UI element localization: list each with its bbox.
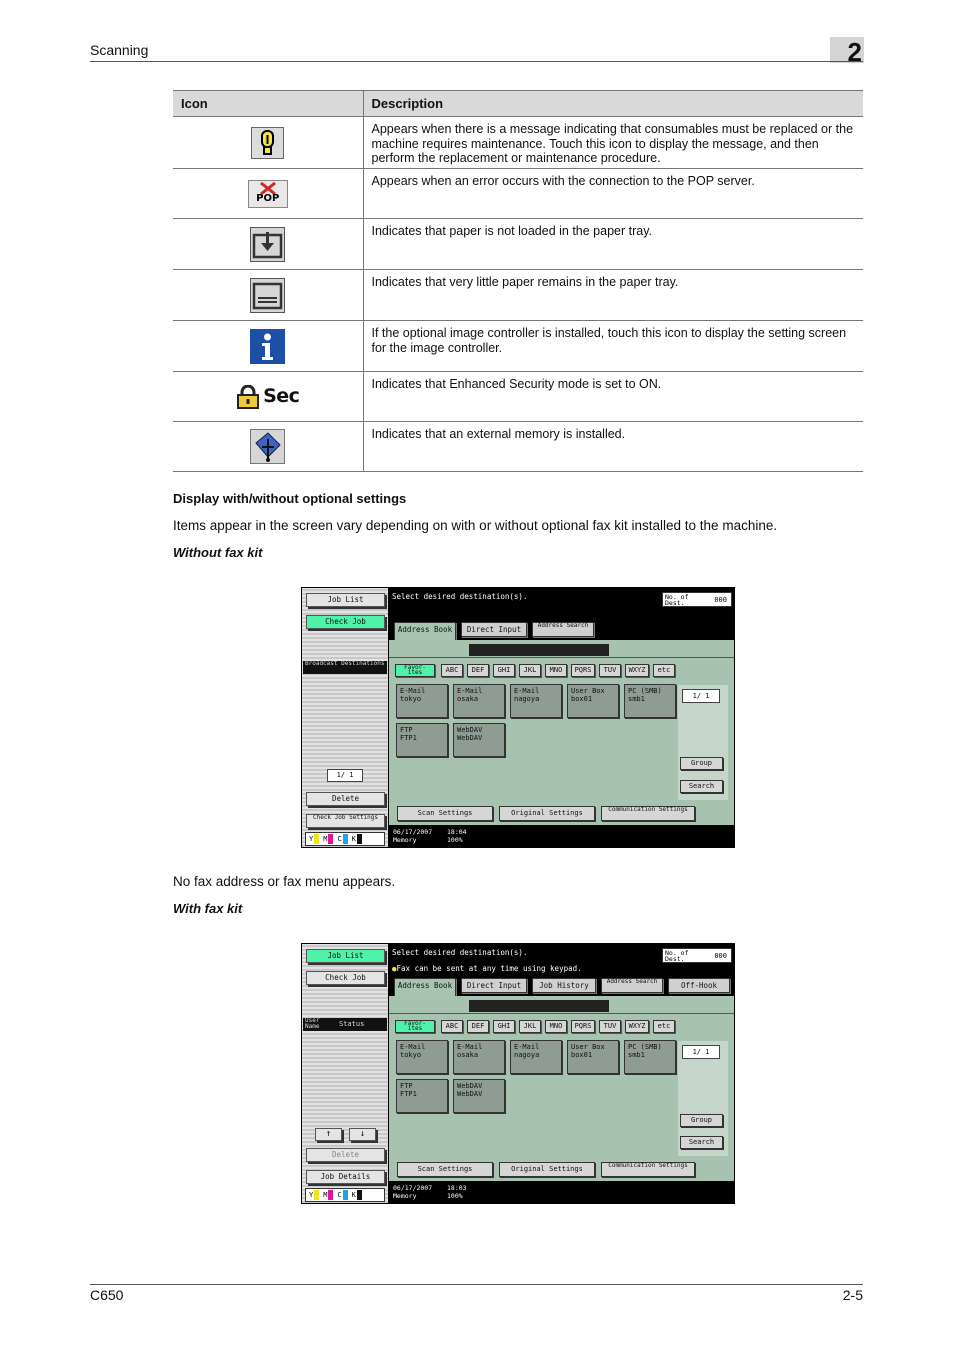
destination-type: PC (SMB) — [628, 687, 662, 695]
destination-button[interactable] — [453, 1079, 505, 1113]
address-book-area — [389, 640, 734, 825]
table-row — [173, 422, 863, 472]
bottom-settings-bar — [389, 804, 734, 825]
toner-c-label: C — [337, 835, 342, 843]
destination-name: FTP1 — [400, 734, 417, 742]
original-settings-button[interactable]: Original Settings — [499, 806, 595, 821]
lightbulb-icon: ● — [392, 964, 397, 973]
destination-name: tokyo — [400, 1051, 422, 1059]
index-etc[interactable]: etc — [653, 664, 675, 677]
destination-type: WebDAV — [457, 1082, 483, 1090]
search-button[interactable]: Search — [680, 1136, 723, 1149]
tab-address-book[interactable]: Address Book — [394, 978, 456, 996]
destination-name: smb1 — [628, 695, 645, 703]
communication-settings-button[interactable]: Communication Settings — [601, 806, 695, 821]
pop-error-icon — [248, 180, 288, 208]
toner-c-label: C — [337, 1191, 342, 1199]
toner-indicator — [305, 832, 385, 846]
status-memory-label: Memory — [393, 1192, 417, 1200]
toner-k-label: K — [351, 835, 356, 843]
icon-description: Appears when there is a message indicating that consumables must be replaced or the machine requires maintenance. Touch this icon to display the message, and then perform the replacement or maintenance procedure. — [363, 117, 863, 169]
destination-name: WebDAV — [457, 734, 483, 742]
destination-type: FTP — [400, 1082, 413, 1090]
footer-model: C650 — [90, 1287, 124, 1303]
table-row — [173, 372, 863, 422]
icon-table — [173, 90, 863, 472]
destination-name-bar — [469, 1000, 609, 1012]
delete-button[interactable]: Delete — [306, 792, 385, 806]
destination-type: User Box — [571, 687, 605, 695]
group-button[interactable]: Group — [680, 1114, 723, 1127]
destination-button[interactable] — [396, 1079, 448, 1113]
index-jkl[interactable]: JKL — [519, 1020, 541, 1033]
destination-type: FTP — [400, 726, 413, 734]
destination-count-value: 000 — [714, 596, 727, 604]
index-abc[interactable]: ABC — [441, 1020, 463, 1033]
destination-name: smb1 — [628, 1051, 645, 1059]
index-wxyz[interactable]: WXYZ — [625, 664, 649, 677]
index-def[interactable]: DEF — [467, 1020, 489, 1033]
status-date: 06/17/2007 — [393, 1184, 433, 1192]
destination-type: WebDAV — [457, 726, 483, 734]
index-favorites[interactable]: Favor- ites — [395, 1020, 435, 1033]
job-list-header — [303, 1018, 387, 1031]
broadcast-destinations-strip: Broadcast Destinations — [303, 661, 387, 674]
destination-name: WebDAV — [457, 1090, 483, 1098]
external-memory-icon — [250, 429, 285, 464]
intro-text: Items appear in the screen vary depending on with or without optional fax kit installed to the machine. — [173, 518, 778, 533]
index-wxyz[interactable]: WXYZ — [625, 1020, 649, 1033]
list-page-indicator: 1/ 1 — [682, 689, 720, 703]
instruction-message: Select desired destination(s). — [392, 948, 528, 957]
index-jkl[interactable]: JKL — [519, 664, 541, 677]
status-time: 18:04 — [447, 828, 467, 836]
destination-type: E-Mail — [457, 687, 483, 695]
table-row — [173, 219, 863, 270]
warning-bulb-icon — [251, 127, 284, 159]
scroll-down-button[interactable]: ↓ — [349, 1128, 376, 1141]
footer-rule — [90, 1284, 863, 1285]
no-fax-note: No fax address or fax menu appears. — [173, 874, 396, 889]
icon-description: Appears when an error occurs with the connection to the POP server. — [363, 169, 863, 219]
table-row — [173, 270, 863, 321]
original-settings-button[interactable]: Original Settings — [499, 1162, 595, 1177]
index-favorites[interactable]: Favor- ites — [395, 664, 435, 677]
destination-type: E-Mail — [457, 1043, 483, 1051]
tab-job-history[interactable]: Job History — [532, 978, 596, 993]
destination-name: nagoya — [514, 1051, 540, 1059]
status-memory-label: Memory — [393, 836, 417, 844]
enhanced-security-icon — [236, 385, 299, 409]
subheading-without-fax: Without fax kit — [173, 545, 263, 560]
page-number: 2-5 — [842, 1287, 863, 1303]
toner-y-label: Y — [309, 1191, 314, 1199]
check-job-button[interactable]: Check Job — [306, 615, 385, 629]
check-job-button[interactable]: Check Job — [306, 971, 385, 985]
tab-direct-input[interactable]: Direct Input — [461, 978, 527, 993]
destination-name: osaka — [457, 1051, 479, 1059]
check-job-settings-button[interactable]: Check Job Settings — [306, 814, 385, 828]
destination-name: nagoya — [514, 695, 540, 703]
security-icon-text: Sec — [263, 385, 300, 408]
index-mno[interactable]: MNO — [545, 1020, 567, 1033]
table-row — [173, 169, 863, 219]
list-page-indicator: 1/ 1 — [682, 1045, 720, 1059]
pop-icon-text: POP — [256, 193, 280, 204]
left-panel — [302, 588, 388, 847]
panel-screenshot-with-fax — [301, 943, 735, 1204]
chapter-number: 2 — [830, 37, 864, 63]
table-header-row — [173, 91, 863, 117]
destination-button[interactable] — [396, 684, 448, 718]
toner-k-label: K — [351, 1191, 356, 1199]
status-bar — [389, 826, 734, 847]
destination-button[interactable] — [624, 684, 676, 718]
column-header: Description — [363, 91, 863, 117]
index-def[interactable]: DEF — [467, 664, 489, 677]
table-row — [173, 321, 863, 372]
destination-button[interactable] — [510, 1040, 562, 1074]
scan-settings-button[interactable]: Scan Settings — [397, 806, 493, 821]
destination-type: E-Mail — [514, 687, 540, 695]
paper-empty-icon — [250, 227, 285, 262]
destination-button[interactable] — [453, 723, 505, 757]
column-header: Icon — [173, 91, 363, 117]
destination-type: User Box — [571, 1043, 605, 1051]
index-pqrs[interactable]: PQRS — [571, 664, 595, 677]
table-row — [173, 117, 863, 169]
page-indicator: 1/ 1 — [327, 769, 363, 782]
padlock-icon — [236, 385, 260, 409]
left-panel — [302, 944, 388, 1203]
destination-count — [662, 592, 732, 607]
destination-name-bar — [469, 644, 609, 656]
status-time: 18:03 — [447, 1184, 467, 1192]
destination-count-label: No. of Dest. — [665, 949, 689, 963]
image-controller-info-icon — [250, 329, 285, 364]
message-bar — [389, 588, 734, 622]
index-abc[interactable]: ABC — [441, 664, 463, 677]
destination-button[interactable] — [396, 723, 448, 757]
tab-address-search[interactable]: Address Search — [601, 978, 663, 993]
destination-type: E-Mail — [400, 687, 426, 695]
index-tuv[interactable]: TUV — [599, 1020, 621, 1033]
destination-name: box01 — [571, 695, 593, 703]
destination-button[interactable] — [510, 684, 562, 718]
header-rule — [90, 61, 863, 62]
scan-settings-button[interactable]: Scan Settings — [397, 1162, 493, 1177]
destination-button[interactable] — [396, 1040, 448, 1074]
destination-name: osaka — [457, 695, 479, 703]
status-date: 06/17/2007 — [393, 828, 433, 836]
message-bar — [389, 944, 734, 978]
toner-y-label: Y — [309, 835, 314, 843]
delete-button[interactable]: Delete — [306, 1148, 385, 1162]
toner-indicator — [305, 1188, 385, 1202]
search-button[interactable]: Search — [680, 780, 723, 793]
index-pqrs[interactable]: PQRS — [571, 1020, 595, 1033]
destination-button[interactable] — [567, 1040, 619, 1074]
destination-type: PC (SMB) — [628, 1043, 662, 1051]
destination-button[interactable] — [567, 684, 619, 718]
index-ghi[interactable]: GHI — [493, 1020, 515, 1033]
fax-message: ●Fax can be sent at any time using keypad. — [392, 964, 582, 973]
index-ghi[interactable]: GHI — [493, 664, 515, 677]
destination-name: tokyo — [400, 695, 422, 703]
section-heading: Display with/without optional settings — [173, 491, 407, 506]
group-button[interactable]: Group — [680, 757, 723, 770]
toner-m-label: M — [323, 835, 328, 843]
index-mno[interactable]: MNO — [545, 664, 567, 677]
index-etc[interactable]: etc — [653, 1020, 675, 1033]
bottom-settings-bar — [389, 1160, 734, 1181]
status-header: Status — [339, 1020, 365, 1028]
index-tuv[interactable]: TUV — [599, 664, 621, 677]
user-name-header: User Name — [305, 1017, 320, 1030]
tab-direct-input[interactable]: Direct Input — [461, 622, 527, 637]
toner-m-label: M — [323, 1191, 328, 1199]
icon-description: Indicates that Enhanced Security mode is set to ON. — [363, 372, 863, 422]
icon-description: Indicates that paper is not loaded in the paper tray. — [363, 219, 863, 270]
destination-button[interactable] — [453, 684, 505, 718]
scroll-up-button[interactable]: ↑ — [315, 1128, 342, 1141]
icon-description: Indicates that very little paper remains in the paper tray. — [363, 270, 863, 321]
job-details-button[interactable]: Job Details — [306, 1170, 385, 1184]
status-memory-value: 100% — [447, 836, 463, 844]
destination-type: E-Mail — [400, 1043, 426, 1051]
status-memory-value: 100% — [447, 1192, 463, 1200]
tab-address-search[interactable]: Address Search — [532, 622, 594, 637]
running-header: Scanning — [90, 42, 149, 58]
destination-button[interactable] — [624, 1040, 676, 1074]
tab-off-hook[interactable]: Off-Hook — [668, 978, 730, 993]
communication-settings-button[interactable]: Communication Settings — [601, 1162, 695, 1177]
destination-count-label: No. of Dest. — [665, 593, 689, 607]
instruction-message: Select desired destination(s). — [392, 592, 528, 601]
destination-count-value: 000 — [714, 952, 727, 960]
icon-description: Indicates that an external memory is installed. — [363, 422, 863, 472]
panel-screenshot-without-fax — [301, 587, 735, 848]
destination-button[interactable] — [453, 1040, 505, 1074]
tab-address-book[interactable]: Address Book — [394, 622, 456, 640]
address-book-area — [389, 996, 734, 1181]
icon-description: If the optional image controller is installed, touch this icon to display the setting screen for the image controller. — [363, 321, 863, 372]
job-list-button[interactable]: Job List — [306, 949, 385, 963]
job-list-button[interactable]: Job List — [306, 593, 385, 607]
destination-count — [662, 948, 732, 963]
paper-low-icon — [250, 278, 285, 313]
destination-name: box01 — [571, 1051, 593, 1059]
subheading-with-fax: With fax kit — [173, 901, 243, 916]
status-bar — [389, 1182, 734, 1203]
destination-name: FTP1 — [400, 1090, 417, 1098]
destination-type: E-Mail — [514, 1043, 540, 1051]
